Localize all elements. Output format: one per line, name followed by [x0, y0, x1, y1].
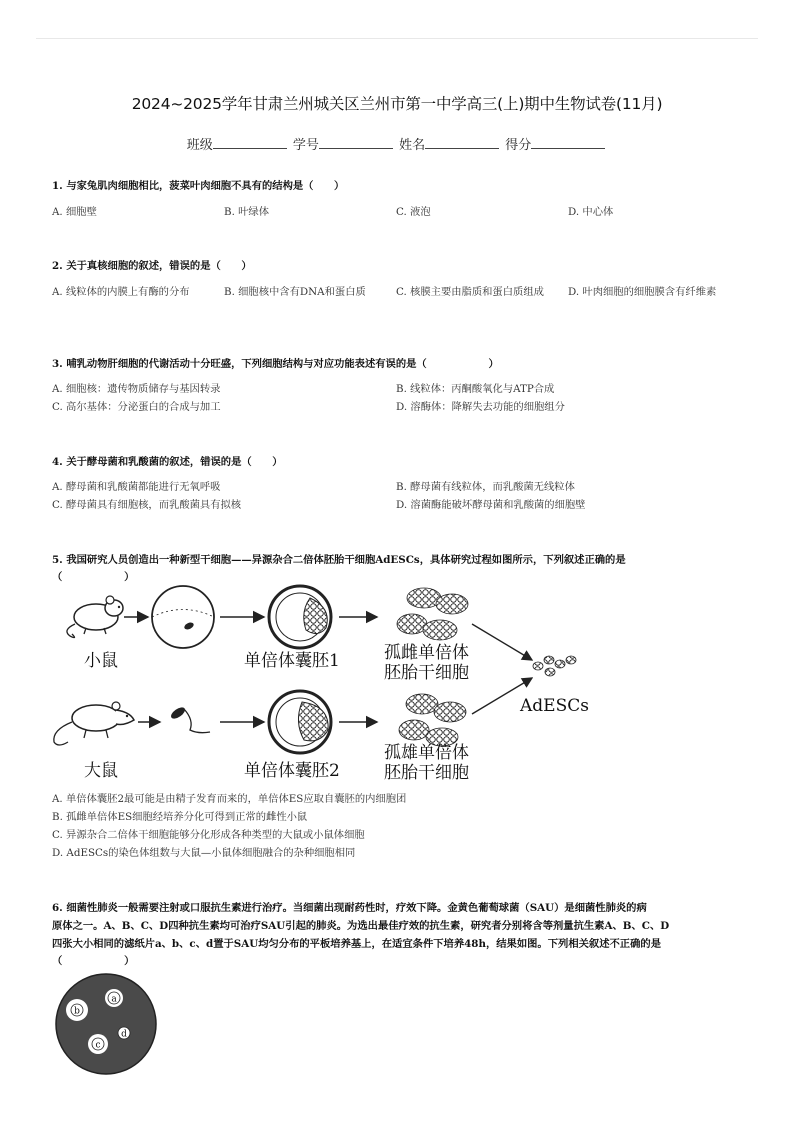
stem-cell-diagram	[44, 582, 624, 787]
label-mouse: 小鼠	[84, 651, 118, 671]
q2-option-a: A. 线粒体的内膜上有酶的分布	[52, 286, 190, 298]
q4-option-a: A. 酵母菌和乳酸菌都能进行无氧呼吸	[52, 481, 221, 493]
q1-option-a: A. 细胞壁	[52, 206, 97, 218]
question-3-stem: 3. 哺乳动物肝细胞的代谢活动十分旺盛，下列细胞结构与对应功能表述有误的是（ ）	[52, 358, 499, 370]
q3-option-c: C. 高尔基体：分泌蛋白的合成与加工	[52, 401, 221, 413]
score-blank[interactable]	[531, 136, 605, 149]
name-blank[interactable]	[425, 136, 499, 149]
question-5-stem-line1: 5. 我国研究人员创造出一种新型干细胞——异源杂合二倍体胚胎干细胞AdESCs，具体研究过程如图所示，下列叙述正确的是	[52, 554, 626, 566]
student-id-blank[interactable]	[319, 136, 393, 149]
q3-option-a: A. 细胞核：遗传物质储存与基因转录	[52, 383, 221, 395]
student-id-label: 学号	[292, 138, 319, 153]
label-male-es-line2: 胚胎干细胞	[384, 763, 469, 783]
question-2-stem: 2. 关于真核细胞的叙述，错误的是（ ）	[52, 260, 252, 272]
question-4-stem: 4. 关于酵母菌和乳酸菌的叙述，错误的是（ ）	[52, 456, 283, 468]
disc-d	[118, 1027, 130, 1040]
q5-option-b: B. 孤雌单倍体ES细胞经培养分化可得到正常的雌性小鼠	[52, 811, 308, 823]
q1-option-c: C. 液泡	[396, 206, 431, 218]
class-blank[interactable]	[213, 136, 287, 149]
label-rat: 大鼠	[84, 761, 118, 781]
petri-dish-figure	[54, 972, 158, 1076]
q1-option-b: B. 叶绿体	[224, 206, 270, 218]
disc-b	[66, 999, 88, 1021]
q2-option-c: C. 核膜主要由脂质和蛋白质组成	[396, 286, 544, 298]
disc-c	[88, 1034, 108, 1054]
question-6-stem-line2: 原体之一。A、B、C、D四种抗生素均可治疗SAU引起的肺炎。为选出最佳疗效的抗生素，研究者分别将含等剂量抗生素A、B、C、D	[52, 920, 670, 932]
q4-option-d: D. 溶菌酶能破坏酵母菌和乳酸菌的细胞壁	[396, 499, 586, 511]
name-label: 姓名	[399, 138, 426, 153]
svg-text:b: b	[74, 1006, 80, 1017]
question-1-stem: 1. 与家兔肌肉细胞相比，菠菜叶肉细胞不具有的结构是（ ）	[52, 180, 345, 192]
petri-dish	[56, 974, 156, 1074]
label-adescs: AdESCs	[520, 696, 589, 716]
arrow-female-to-adescs	[472, 624, 532, 660]
q1-option-d: D. 中心体	[568, 206, 614, 218]
header-rule	[36, 38, 758, 39]
page-title: 2024~2025学年甘肃兰州城关区兰州市第一中学高三(上)期中生物试卷(11月)	[131, 95, 663, 113]
q5-option-d: D. AdESCs的染色体组数与大鼠—小鼠体细胞融合的杂种细胞相同	[52, 847, 356, 859]
q3-option-d: D. 溶酶体：降解失去功能的细胞组分	[396, 401, 565, 413]
svg-text:c: c	[95, 1040, 101, 1051]
student-info-row	[0, 134, 794, 153]
q5-option-c: C. 异源杂合二倍体干细胞能够分化形成各种类型的大鼠或小鼠体细胞	[52, 829, 365, 841]
egg-cell-icon	[152, 586, 214, 648]
svg-text:a: a	[111, 994, 117, 1005]
male-haploid-es-colonies-icon	[399, 694, 466, 746]
q2-option-b: B. 细胞核中含有DNA和蛋白质	[224, 286, 366, 298]
label-female-es-line1: 孤雌单倍体	[384, 643, 469, 663]
blastocyst-1-icon	[269, 586, 331, 648]
q4-option-c: C. 酵母菌具有细胞核，而乳酸菌具有拟核	[52, 499, 242, 511]
q5-option-a: A. 单倍体囊胚2最可能是由精子发育而来的，单倍体ES应取自囊胚的内细胞团	[52, 793, 407, 805]
label-blastocyst-2: 单倍体囊胚2	[244, 761, 340, 781]
question-6-stem-line3: 四张大小相同的滤纸片a、b、c、d置于SAU均匀分布的平板培养基上，在适宜条件下培养48h，结果如图。下列相关叙述不正确的是	[52, 938, 661, 950]
question-5-stem-line2: （ ）	[52, 571, 135, 583]
svg-text:d: d	[121, 1029, 127, 1040]
label-male-es-line1: 孤雄单倍体	[384, 743, 469, 763]
female-haploid-es-colonies-icon	[397, 588, 468, 640]
question-6-stem-line4: （ ）	[52, 955, 135, 967]
adescs-cells-icon	[533, 656, 576, 676]
disc-a	[105, 989, 123, 1007]
q4-option-b: B. 酵母菌有线粒体，而乳酸菌无线粒体	[396, 481, 575, 493]
question-6-stem-line1: 6. 细菌性肺炎一般需要注射或口服抗生素进行治疗。当细菌出现耐药性时，疗效下降。金黄色葡萄球菌（SAU）是细菌性肺炎的病	[52, 902, 647, 914]
rat-icon	[54, 702, 134, 745]
class-label: 班级	[186, 138, 213, 153]
q2-option-d: D. 叶肉细胞的细胞膜含有纤维素	[568, 286, 717, 298]
label-blastocyst-1: 单倍体囊胚1	[244, 651, 340, 671]
sperm-icon	[169, 705, 210, 733]
mouse-icon	[67, 596, 123, 638]
label-female-es-line2: 胚胎干细胞	[384, 663, 469, 683]
score-label: 得分	[505, 138, 532, 153]
q3-option-b: B. 线粒体：丙酮酸氧化与ATP合成	[396, 383, 555, 395]
blastocyst-2-icon	[269, 691, 331, 753]
